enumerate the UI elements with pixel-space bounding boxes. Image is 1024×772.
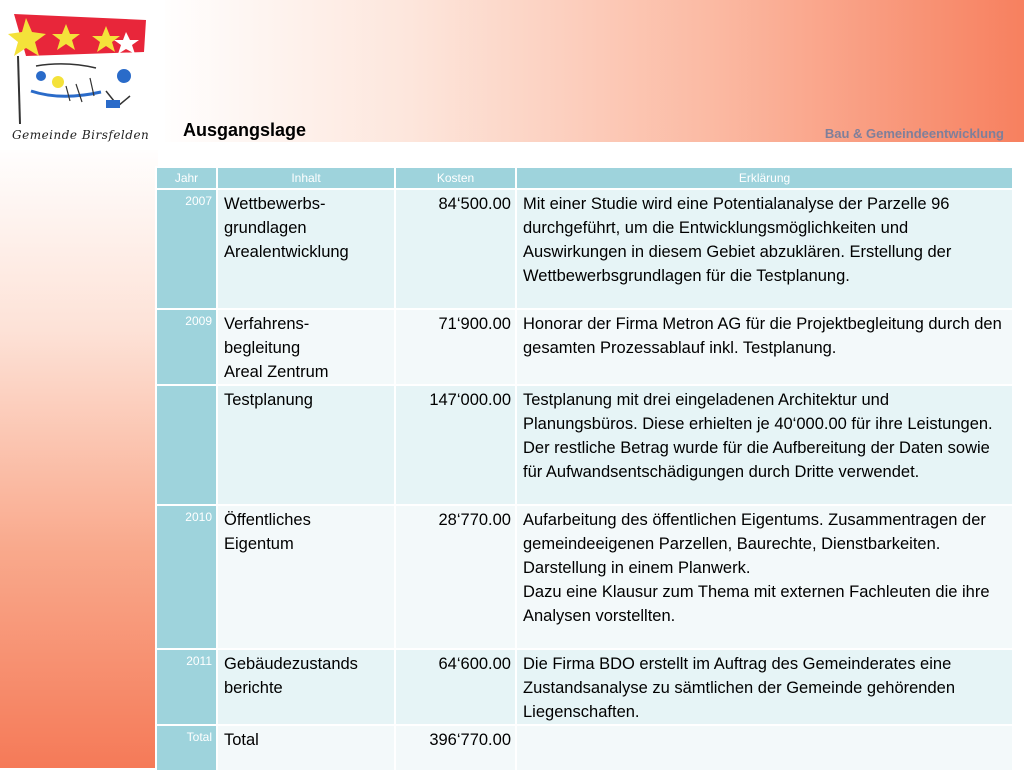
- explanation-cell: [516, 725, 1013, 771]
- cost-cell: 64‘600.00: [395, 649, 516, 725]
- side-gradient: [0, 142, 158, 768]
- explanation-cell: Mit einer Studie wird eine Potentialanalyse der Parzelle 96 durchgeführt, um die Entwicklungsmöglichkeiten und Auswirkungen in diesem Gebiet abzuklären. Erstellung der Wettbewerbsgrundlagen für die Testplanung.: [516, 189, 1013, 309]
- cost-table: [155, 166, 1014, 772]
- cost-cell: 71‘900.00: [395, 309, 516, 385]
- logo-artwork-icon: [6, 6, 151, 126]
- inhalt-cell: Verfahrens- begleitung Areal Zentrum: [217, 309, 395, 385]
- inhalt-cell: Total: [217, 725, 395, 771]
- total-row: [156, 725, 1013, 771]
- year-cell: 2009: [156, 309, 217, 385]
- table-row: [156, 649, 1013, 725]
- inhalt-cell: Wettbewerbs- grundlagen Arealentwicklung: [217, 189, 395, 309]
- table-row: [156, 189, 1013, 309]
- explanation-cell: Honorar der Firma Metron AG für die Projektbegleitung durch den gesamten Prozessablauf inkl. Testplanung.: [516, 309, 1013, 385]
- table-row: [156, 385, 1013, 505]
- inhalt-cell: Gebäudezustands berichte: [217, 649, 395, 725]
- table-header-row: [156, 167, 1013, 189]
- explanation-cell: Die Firma BDO erstellt im Auftrag des Gemeinderates eine Zustandsanalyse zu sämtlichen der Gemeinde gehörenden Liegenschaften.: [516, 649, 1013, 725]
- total-cost-cell: 396‘770.00: [395, 725, 516, 771]
- explanation-cell: Aufarbeitung des öffentlichen Eigentums. Zusammentragen der gemeindeeigenen Parzellen, Baurechte, Dienstbarkeiten. Darstellung in einem Planwerk. Dazu eine Klausur zum Thema mit externen Fachleuten die ihre Analysen vorstellten.: [516, 505, 1013, 649]
- inhalt-cell: Testplanung: [217, 385, 395, 505]
- column-header-jahr: Jahr: [156, 167, 217, 189]
- year-cell: 2010: [156, 505, 217, 649]
- explanation-cell: Testplanung mit drei eingeladenen Architektur und Planungsbüros. Diese erhielten je 40‘000.00 für ihre Leistungen. Der restliche Betrag wurde für die Aufbereitung der Daten sowie für Aufwandsentschädigungen durch Dritte verwendet.: [516, 385, 1013, 505]
- table-row: [156, 505, 1013, 649]
- year-cell: [156, 385, 217, 505]
- page-title: Ausgangslage: [183, 120, 307, 140]
- year-cell: Total: [156, 725, 217, 771]
- cost-cell: 84‘500.00: [395, 189, 516, 309]
- year-cell: 2011: [156, 649, 217, 725]
- logo-text: Gemeinde Birsfelden: [12, 128, 150, 142]
- column-header-kosten: Kosten: [395, 167, 516, 189]
- column-header-erklaerung: Erklärung: [516, 167, 1013, 189]
- table-row: [156, 309, 1013, 385]
- cost-cell: 147‘000.00: [395, 385, 516, 505]
- municipality-logo: [0, 0, 165, 150]
- column-header-inhalt: Inhalt: [217, 167, 395, 189]
- year-cell: 2007: [156, 189, 217, 309]
- inhalt-cell: Öffentliches Eigentum: [217, 505, 395, 649]
- cost-cell: 28‘770.00: [395, 505, 516, 649]
- department-label: Bau & Gemeindeentwicklung: [824, 126, 1004, 141]
